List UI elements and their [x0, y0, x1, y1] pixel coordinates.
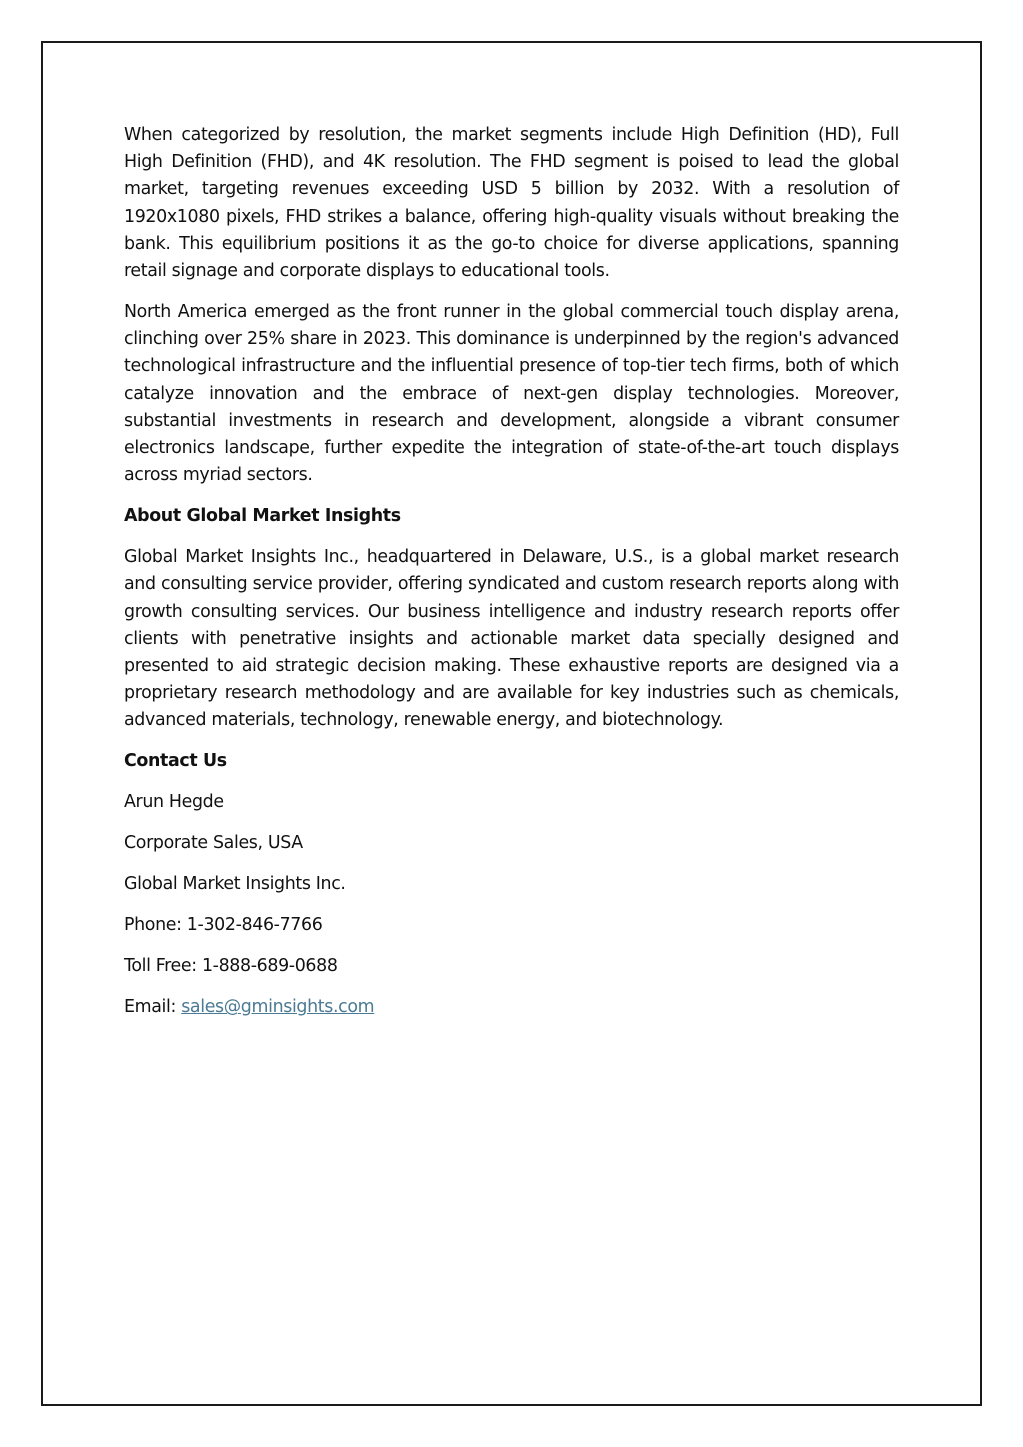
contact-phone: Phone: 1-302-846-7766 — [124, 915, 323, 936]
about-heading: About Global Market Insights — [124, 506, 401, 527]
contact-email-line — [124, 994, 899, 1021]
resolution-paragraph: When categorized by resolution, the market segments include High Definition (HD), Full High Definition (FHD), and 4K resolution. The FHD segment is poised to lead the global market, targeting revenues exceeding USD 5 billion by 2032. With a resolution of 1920x1080 pixels, FHD strikes a balance, offering high-quality visuals without breaking the bank. This equilibrium positions it as the go-to choice for diverse applications, spanning retail signage and corporate displays to educational tools. — [124, 125, 899, 282]
document-body — [124, 122, 899, 1035]
contact-title: Corporate Sales, USA — [124, 833, 303, 854]
email-link[interactable]: sales@gminsights.com — [181, 997, 375, 1018]
email-label: Email: — [124, 997, 177, 1018]
contact-toll-free: Toll Free: 1-888-689-0688 — [124, 956, 338, 977]
about-paragraph: Global Market Insights Inc., headquartered in Delaware, U.S., is a global market research and consulting service provider, offering syndicated and custom research reports along with growth consulting services. Our business intelligence and industry research reports offer clients with penetrative insights and actionable market data specially designed and presented to aid strategic decision making. These exhaustive reports are designed via a proprietary research methodology and are available for key industries such as chemicals, advanced materials, technology, renewable energy, and biotechnology. — [124, 547, 899, 731]
contact-heading: Contact Us — [124, 751, 227, 772]
contact-company: Global Market Insights Inc. — [124, 874, 346, 895]
north-america-paragraph: North America emerged as the front runner in the global commercial touch display arena, clinching over 25% share in 2023. This dominance is underpinned by the region's advanced technological infrastructure and the influential presence of top-tier tech firms, both of which catalyze innovation and the embrace of next-gen display technologies. Moreover, substantial investments in research and development, alongside a vibrant consumer electronics landscape, further expedite the integration of state-of-the-art touch displays across myriad sectors. — [124, 302, 899, 486]
contact-name: Arun Hegde — [124, 792, 224, 813]
